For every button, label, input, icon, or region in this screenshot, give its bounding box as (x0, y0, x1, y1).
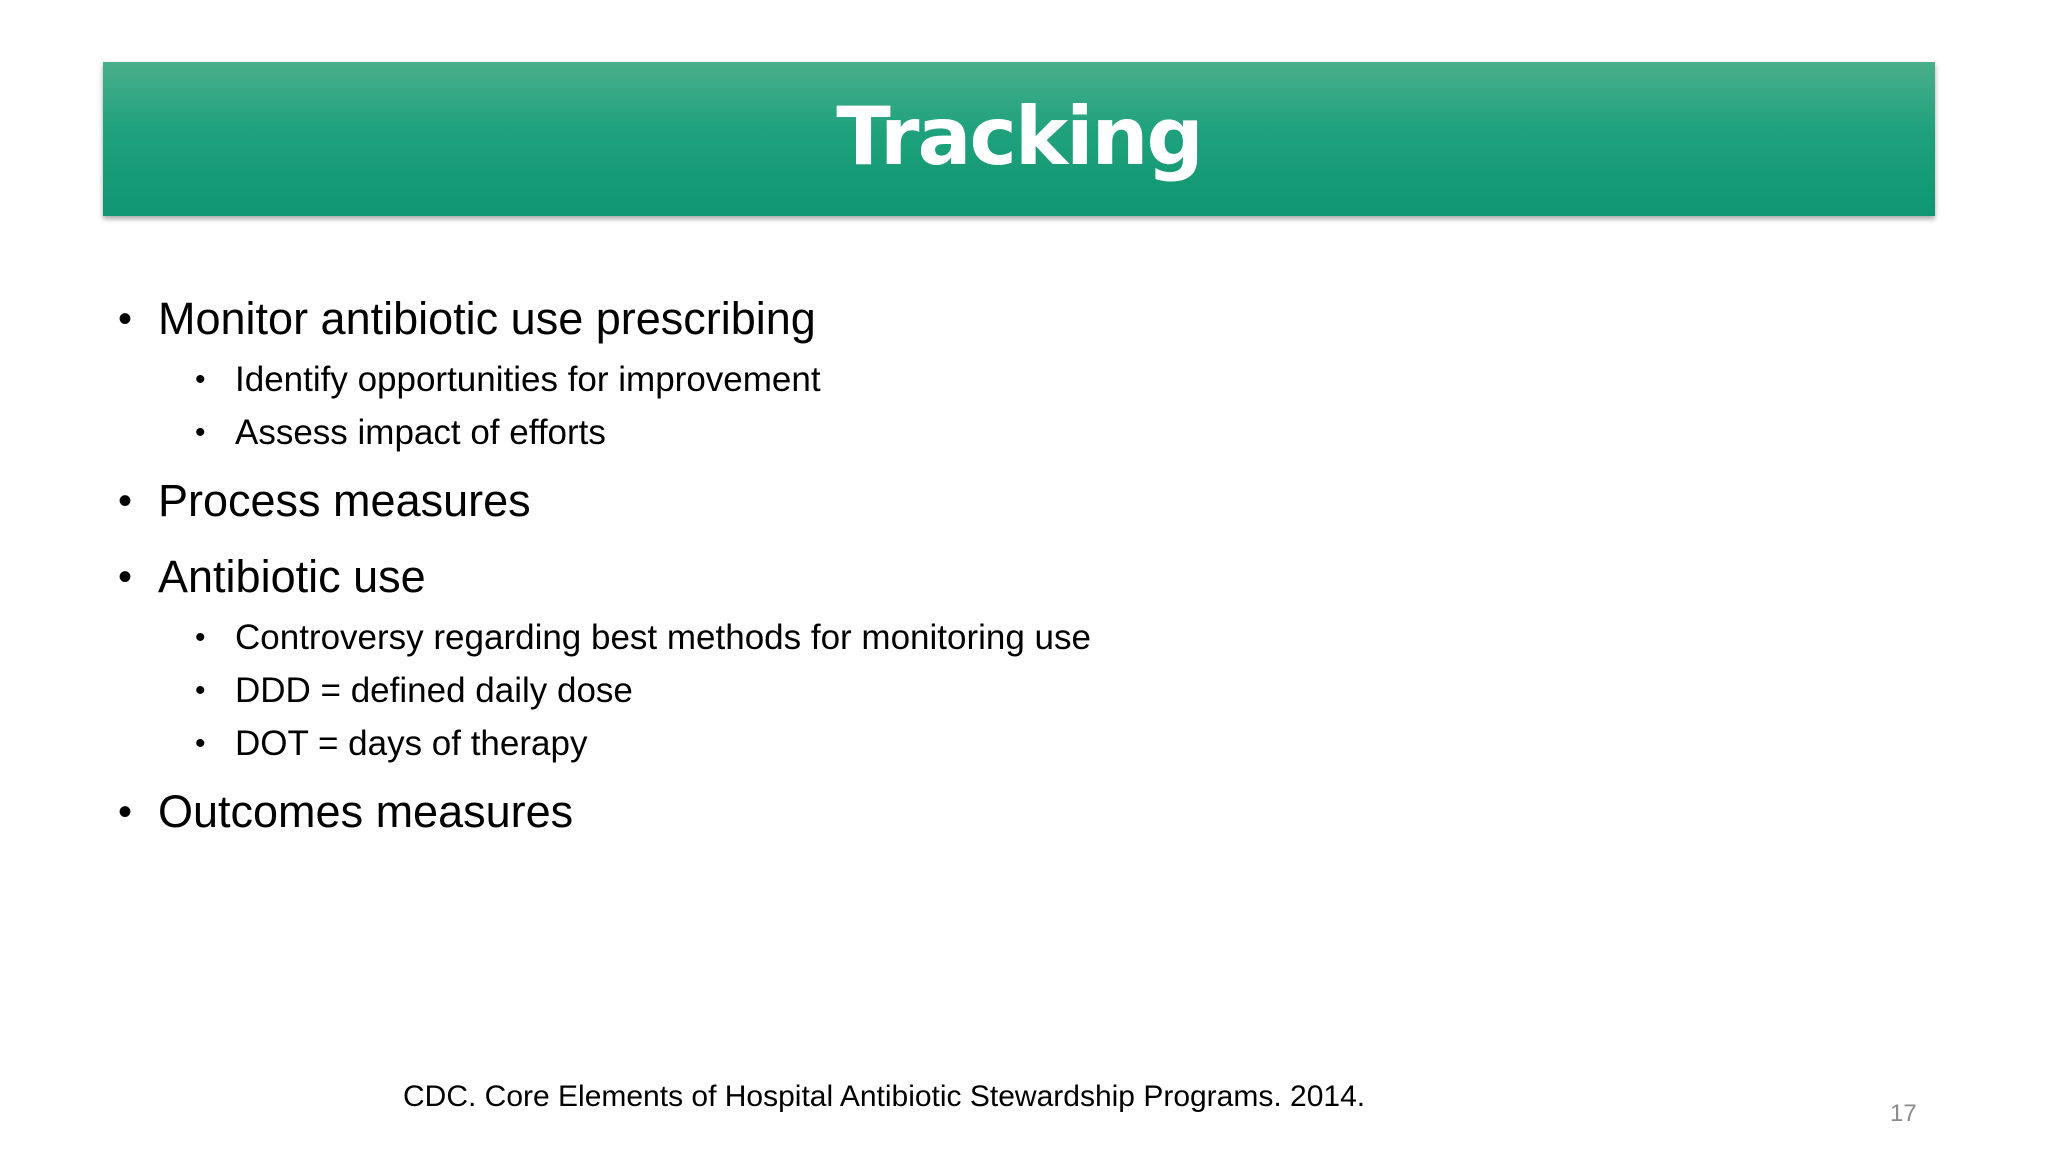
bullet-text: Monitor antibiotic use prescribing (158, 293, 816, 344)
bullet-item (110, 285, 1810, 459)
sub-bullet-text: DDD = defined daily dose (235, 671, 633, 710)
sub-bullet-text: Assess impact of efforts (235, 413, 606, 452)
sub-bullet-list (158, 353, 1810, 459)
slide-title: Tracking (836, 89, 1202, 183)
sub-bullet-marker: • (195, 621, 206, 654)
bullet-text: Outcomes measures (158, 786, 574, 837)
sub-bullet-marker: • (195, 674, 206, 707)
bullet-list (110, 285, 1810, 846)
sub-bullet-text: DOT = days of therapy (235, 724, 588, 763)
sub-bullet-item (110, 717, 1810, 770)
bullet-marker: • (118, 297, 133, 341)
slide-content (110, 285, 1810, 846)
bullet-text: Process measures (158, 475, 531, 526)
bullet-item (110, 778, 1810, 846)
sub-bullet-item (110, 611, 1810, 664)
bullet-text: Antibiotic use (158, 551, 426, 602)
sub-bullet-marker: • (195, 416, 206, 449)
sub-bullet-list (158, 611, 1810, 770)
sub-bullet-item (110, 406, 1810, 459)
sub-bullet-item (110, 353, 1810, 406)
bullet-item (110, 543, 1810, 770)
bullet-marker: • (118, 790, 133, 834)
sub-bullet-item (110, 664, 1810, 717)
citation: CDC. Core Elements of Hospital Antibiotic Stewardship Programs. 2014. (403, 1080, 1366, 1113)
bullet-marker: • (118, 479, 133, 523)
page-number: 17 (1890, 1100, 1917, 1127)
title-bar (103, 62, 1935, 216)
sub-bullet-text: Controversy regarding best methods for monitoring use (235, 618, 1091, 657)
sub-bullet-marker: • (195, 727, 206, 760)
sub-bullet-marker: • (195, 363, 206, 396)
sub-bullet-text: Identify opportunities for improvement (235, 360, 821, 399)
bullet-marker: • (118, 555, 133, 599)
bullet-item (110, 467, 1810, 535)
